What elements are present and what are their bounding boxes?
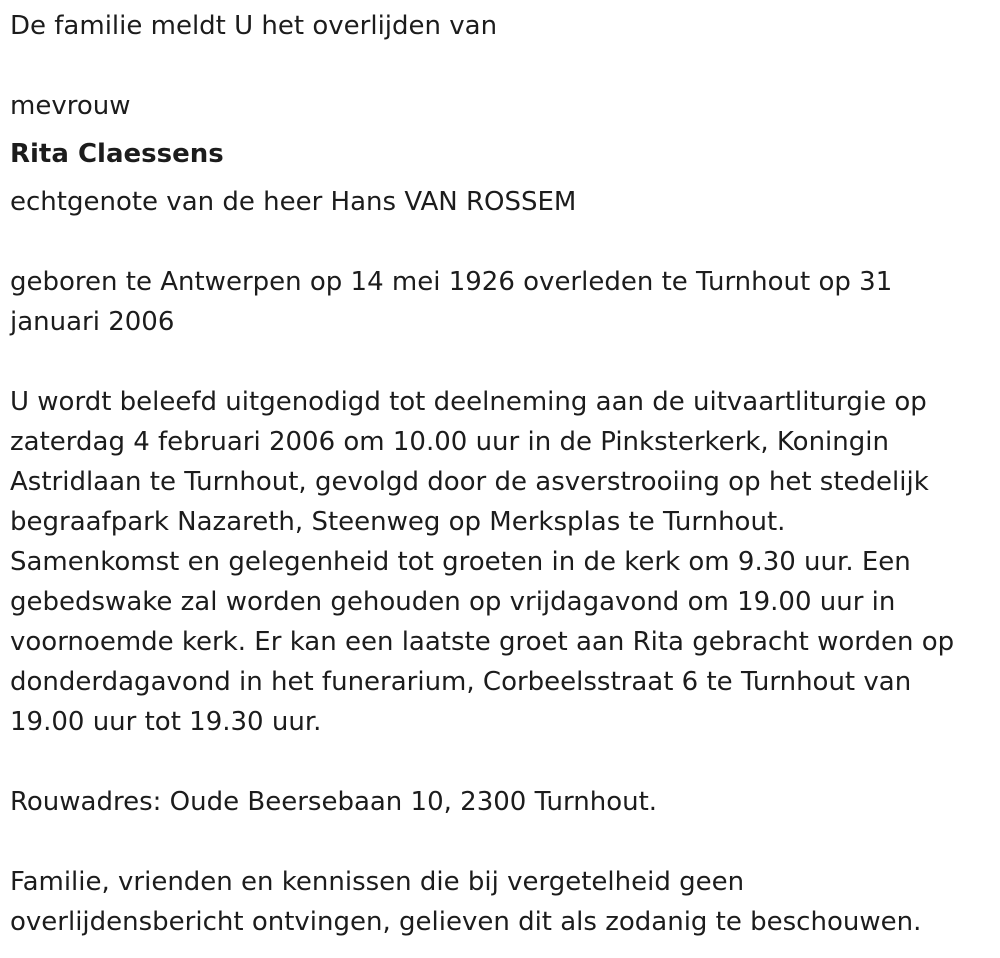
- spacer: [10, 174, 990, 182]
- invitation-line: Samenkomst en gelegenheid tot groeten in de kerk om 9.30 uur. Een: [10, 547, 911, 577]
- spacer: [10, 822, 990, 862]
- birth-death-line: januari 2006: [10, 307, 175, 337]
- closing-paragraph: [10, 862, 990, 942]
- invitation-line: zaterdag 4 februari 2006 om 10.00 uur in de Pinksterkerk, Koningin: [10, 427, 889, 457]
- invitation-line: gebedswake zal worden gehouden op vrijdagavond om 19.00 uur in: [10, 587, 896, 617]
- invitation-line: voornoemde kerk. Er kan een laatste groet aan Rita gebracht worden op: [10, 627, 955, 657]
- birth-death-line: geboren te Antwerpen op 14 mei 1926 overleden te Turnhout op 31: [10, 267, 893, 297]
- invitation-paragraph: [10, 382, 990, 742]
- deceased-name: Rita Claessens: [10, 139, 224, 169]
- spacer: [10, 222, 990, 262]
- spouse-text: echtgenote van de heer Hans VAN ROSSEM: [10, 187, 577, 217]
- closing-line: overlijdensbericht ontvingen, gelieven dit als zodanig te beschouwen.: [10, 907, 922, 937]
- closing-line: Familie, vrienden en kennissen die bij vergetelheid geen: [10, 867, 745, 897]
- mourning-address: Rouwadres: Oude Beersebaan 10, 2300 Turnhout.: [10, 787, 658, 817]
- invitation-line: Astridlaan te Turnhout, gevolgd door de asverstrooiing op het stedelijk: [10, 467, 929, 497]
- spacer: [10, 126, 990, 134]
- invitation-line: begraafpark Nazareth, Steenweg op Merksplas te Turnhout.: [10, 507, 786, 537]
- invitation-line: donderdagavond in het funerarium, Corbeelsstraat 6 te Turnhout van: [10, 667, 912, 697]
- invitation-line: U wordt beleefd uitgenodigd tot deelneming aan de uitvaartliturgie op: [10, 387, 927, 417]
- birth-death-paragraph: [10, 262, 990, 342]
- title-text: mevrouw: [10, 91, 131, 121]
- spacer: [10, 742, 990, 782]
- invitation-line: 19.00 uur tot 19.30 uur.: [10, 707, 322, 737]
- intro-text: De familie meldt U het overlijden van: [10, 11, 498, 41]
- spacer: [10, 342, 990, 382]
- spacer: [10, 46, 990, 86]
